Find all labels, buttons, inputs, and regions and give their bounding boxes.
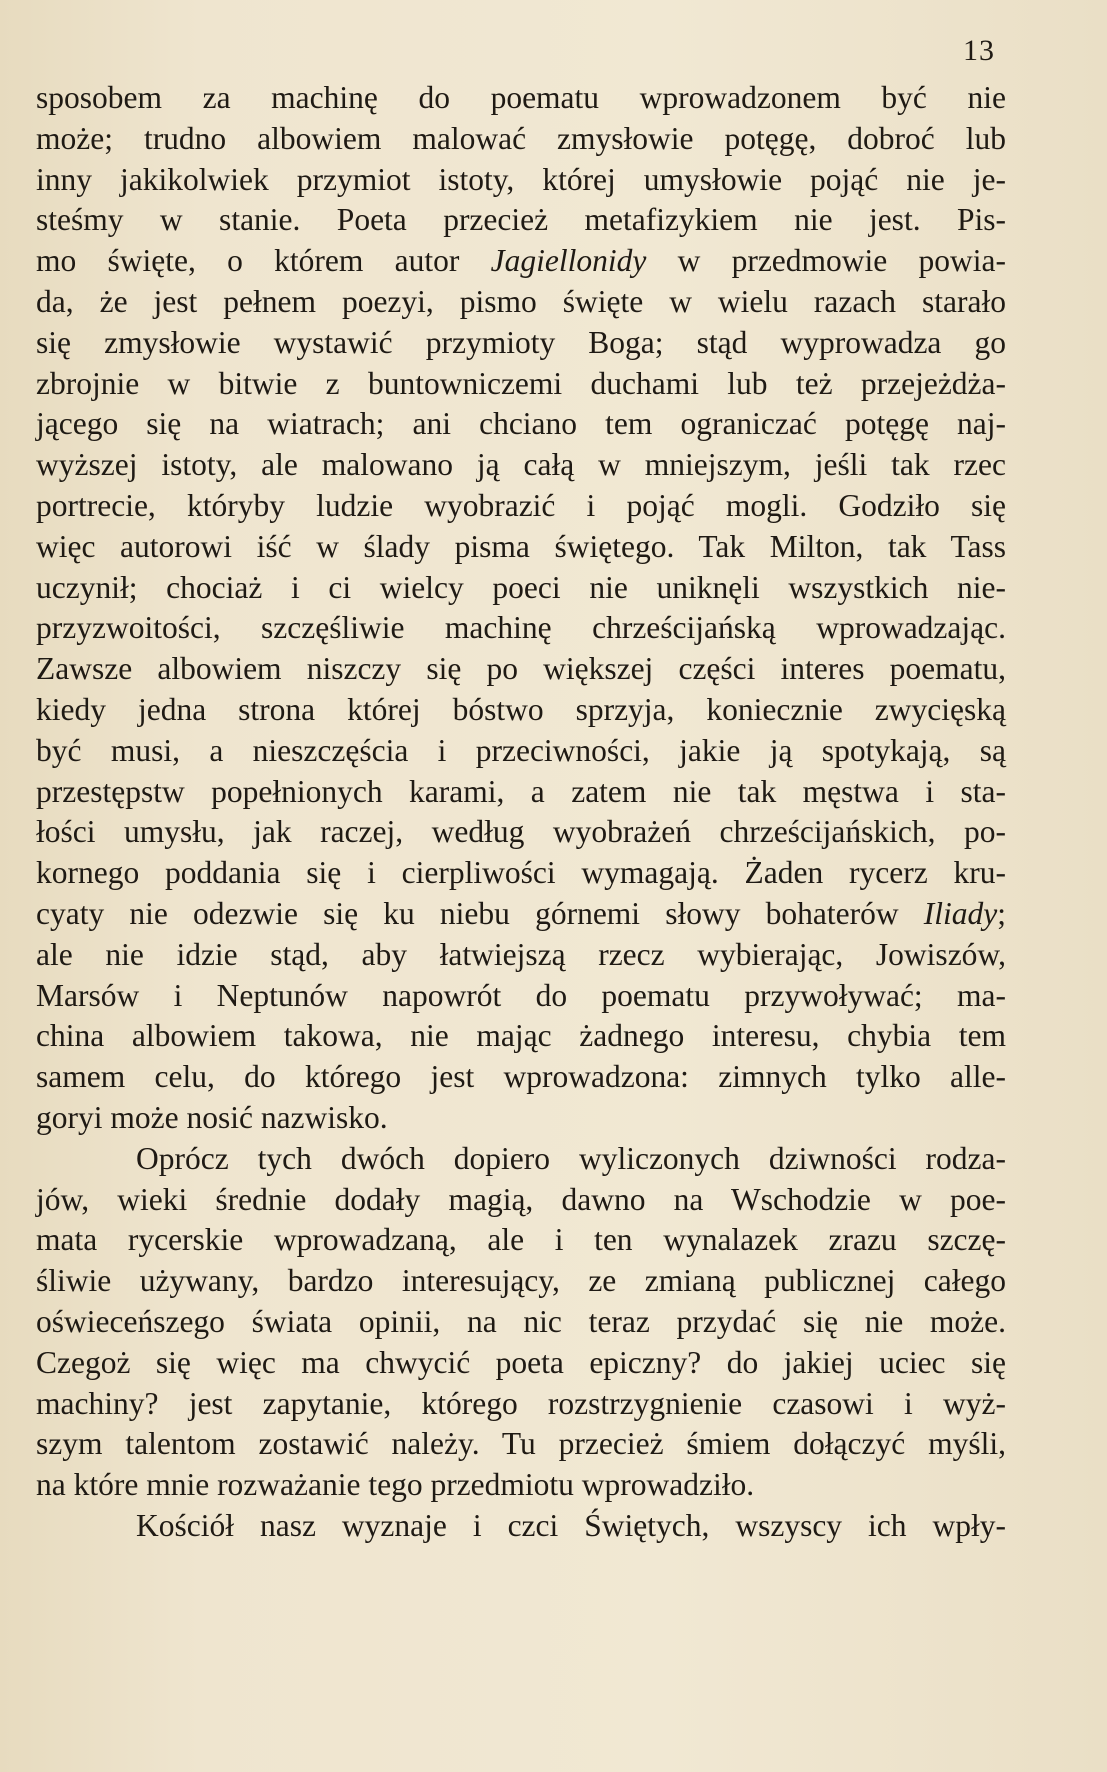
text-line: Zawsze albowiem niszczy się po większej części interes poematu, (36, 651, 1006, 687)
italic-title: Iliady (923, 895, 998, 931)
text-line: jów, wieki średnie dodały magią, dawno na Wschodzie w poe- (36, 1181, 1006, 1217)
text-line: Czegoż się więc ma chwycić poeta epiczny? do jakiej uciec się (36, 1344, 1006, 1380)
italic-title: Jagiellonidy (490, 243, 647, 279)
text-line: na które mnie rozważanie tego przedmiotu wprowadziło. (36, 1467, 755, 1503)
text-line: może; trudno albowiem malować zmysłowie potęgę, dobroć lub (36, 120, 1006, 156)
text-line: kiedy jedna strona której bóstwo sprzyja, koniecznie zwycięską (36, 691, 1006, 727)
text-line: uczynił; chociaż i ci wielcy poeci nie uniknęli wszystkich nie- (36, 569, 1006, 605)
text-line: Oprócz tych dwóch dopiero wyliczonych dziwności rodza- (136, 1140, 1006, 1176)
text-line: goryi może nosić nazwisko. (36, 1099, 388, 1135)
text-line: sposobem za machinę do poematu wprowadzonem być nie (36, 80, 1006, 115)
text-line: Marsów i Neptunów napowrót do poematu przywoływać; ma- (36, 977, 1006, 1013)
text-line: jącego się na wiatrach; ani chciano tem ograniczać potęgę naj- (36, 406, 1006, 442)
text-line: mo święte, o którem autor Jagiellonidy w przedmowie powia- (36, 243, 1007, 279)
text-line: china albowiem takowa, nie mając żadnego interesu, chybia tem (36, 1018, 1006, 1054)
text-line: być musi, a nieszczęścia i przeciwności, jakie ją spotykają, są (36, 732, 1006, 768)
text-line: machiny? jest zapytanie, którego rozstrzygnienie czasowi i wyż- (36, 1385, 1006, 1421)
text-line: Kościół nasz wyznaje i czci Świętych, wszyscy ich wpły- (136, 1507, 1006, 1543)
body-text (36, 78, 1006, 1547)
text-line: ale nie idzie stąd, aby łatwiejszą rzecz wybierając, Jowiszów, (36, 936, 1006, 972)
text-line: oświeceńszego świata opinii, na nic teraz przydać się nie może. (36, 1303, 1006, 1339)
text-line: da, że jest pełnem poezyi, pismo święte w wielu razach starało (36, 283, 1006, 319)
text-line: cyaty nie odezwie się ku niebu górnemi słowy bohaterów Iliady; (36, 895, 1006, 931)
text-line: się zmysłowie wystawić przymioty Boga; stąd wyprowadza go (36, 324, 1006, 360)
text-line: szym talentom zostawić należy. Tu przecież śmiem dołączyć myśli, (36, 1426, 1006, 1462)
text-line: łości umysłu, jak raczej, według wyobrażeń chrześcijańskich, po- (36, 814, 1006, 850)
text-line: przestępstw popełnionych karami, a zatem nie tak męstwa i sta- (36, 773, 1006, 809)
text-line: steśmy w stanie. Poeta przecież metafizykiem nie jest. Pis- (36, 202, 1006, 238)
text-line: przyzwoitości, szczęśliwie machinę chrześcijańską wprowadzając. (36, 610, 1006, 646)
text-line: zbrojnie w bitwie z buntowniczemi duchami lub też przejeżdża- (36, 365, 1006, 401)
page-number: 13 (963, 34, 995, 67)
text-line: samem celu, do którego jest wprowadzona: zimnych tylko alle- (36, 1059, 1006, 1095)
text-line: kornego poddania się i cierpliwości wymagają. Żaden rycerz kru- (36, 855, 1006, 891)
text-line: inny jakikolwiek przymiot istoty, której umysłowie pojąć nie je- (36, 161, 1006, 197)
text-line: wyższej istoty, ale malowano ją całą w mniejszym, jeśli tak rzec (36, 447, 1006, 483)
text-line: śliwie używany, bardzo interesujący, ze zmianą publicznej całego (36, 1263, 1006, 1299)
text-line: mata rycerskie wprowadzaną, ale i ten wynalazek zrazu szczę- (36, 1222, 1006, 1258)
text-line: więc autorowi iść w ślady pisma świętego. Tak Milton, tak Tass (36, 528, 1006, 564)
text-line: portrecie, któryby ludzie wyobrazić i pojąć mogli. Godziło się (36, 487, 1006, 523)
